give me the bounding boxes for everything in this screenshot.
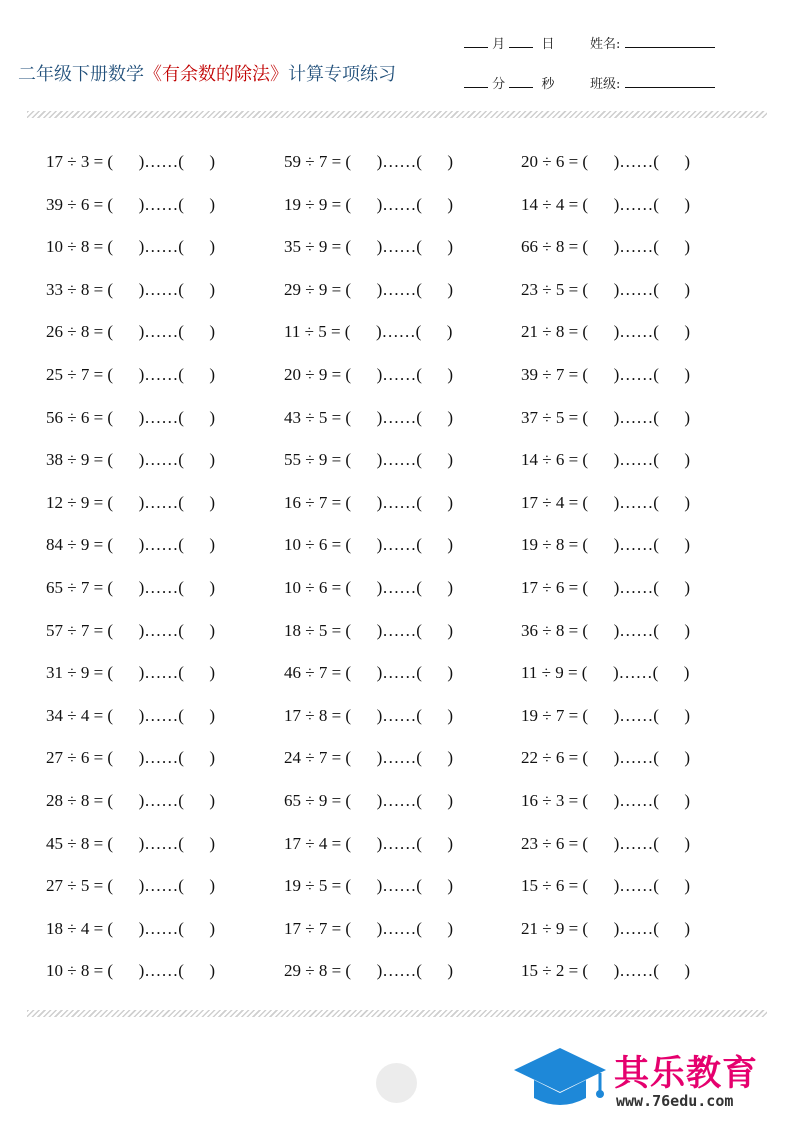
division-problem[interactable]: 20 ÷ 6 = ( )……( )	[521, 152, 691, 171]
division-problem[interactable]: 19 ÷ 8 = ( )……( )	[521, 535, 691, 555]
division-problem[interactable]: 36 ÷ 8 = ( )……( )	[521, 620, 691, 640]
date-field[interactable]	[464, 33, 554, 52]
division-problem[interactable]: 21 ÷ 8 = ( )……( )	[521, 322, 691, 342]
division-problem[interactable]: 38 ÷ 9 = ( )……( )	[46, 450, 216, 470]
division-problem[interactable]: 14 ÷ 6 = ( )……( )	[521, 450, 691, 470]
division-problem[interactable]: 27 ÷ 6 = ( )……( )	[46, 748, 216, 768]
division-problem[interactable]: 22 ÷ 6 = ( )……( )	[521, 748, 691, 768]
name-field[interactable]	[590, 33, 715, 52]
division-problem[interactable]: 84 ÷ 9 = ( )……( )	[46, 535, 216, 555]
division-problem[interactable]: 11 ÷ 5 = ( )……( )	[284, 322, 453, 342]
division-problem[interactable]: 23 ÷ 6 = ( )……( )	[521, 833, 691, 853]
second-blank[interactable]	[509, 77, 533, 88]
division-problem[interactable]: 33 ÷ 8 = ( )……( )	[46, 279, 216, 299]
division-problem[interactable]: 10 ÷ 8 = ( )……( )	[46, 961, 216, 981]
division-problem[interactable]: 29 ÷ 9 = ( )……( )	[284, 279, 454, 299]
division-problem[interactable]: 17 ÷ 6 = ( )……( )	[521, 578, 691, 597]
division-problem[interactable]: 65 ÷ 9 = ( )……( )	[284, 791, 454, 810]
division-problem[interactable]: 46 ÷ 7 = ( )……( )	[284, 663, 454, 683]
division-problem[interactable]: 43 ÷ 5 = ( )……( )	[284, 407, 454, 427]
division-problem[interactable]: 19 ÷ 5 = ( )……( )	[284, 876, 454, 896]
division-problem[interactable]: 16 ÷ 7 = ( )……( )	[284, 492, 454, 512]
division-problem[interactable]: 23 ÷ 5 = ( )……( )	[521, 279, 691, 299]
division-problem[interactable]: 35 ÷ 9 = ( )……( )	[284, 237, 454, 257]
day-blank[interactable]	[509, 37, 533, 48]
bottom-divider	[27, 1010, 767, 1017]
division-problem[interactable]: 45 ÷ 8 = ( )……( )	[46, 833, 216, 853]
minute-label: 分	[492, 77, 506, 92]
second-label: 秒	[541, 77, 555, 92]
minute-blank[interactable]	[464, 77, 488, 88]
division-problem[interactable]: 37 ÷ 5 = ( )……( )	[521, 407, 691, 427]
division-problem[interactable]: 19 ÷ 9 = ( )……( )	[284, 194, 454, 214]
division-problem[interactable]: 18 ÷ 5 = ( )……( )	[284, 620, 454, 640]
title-topic: 《有余数的除法》	[144, 64, 288, 85]
division-problem[interactable]: 20 ÷ 9 = ( )……( )	[284, 365, 454, 384]
division-problem[interactable]: 21 ÷ 9 = ( )……( )	[521, 918, 691, 938]
class-label: 班级:	[590, 77, 621, 92]
division-problem[interactable]: 17 ÷ 3 = ( )……( )	[46, 152, 216, 171]
division-problem[interactable]: 56 ÷ 6 = ( )……( )	[46, 407, 216, 427]
name-blank[interactable]	[625, 37, 715, 48]
name-label: 姓名:	[590, 37, 621, 52]
division-problem[interactable]: 31 ÷ 9 = ( )……( )	[46, 663, 216, 683]
day-label: 日	[541, 37, 555, 52]
brand-name: 其乐教育	[614, 1054, 759, 1094]
division-problem[interactable]: 65 ÷ 7 = ( )……( )	[46, 578, 216, 597]
division-problem[interactable]: 15 ÷ 2 = ( )……( )	[521, 961, 691, 981]
division-problem[interactable]: 17 ÷ 4 = ( )……( )	[284, 833, 454, 853]
month-blank[interactable]	[464, 37, 488, 48]
class-field[interactable]	[590, 73, 715, 92]
month-label: 月	[492, 37, 506, 52]
division-problem[interactable]: 57 ÷ 7 = ( )……( )	[46, 620, 216, 640]
division-problem[interactable]: 10 ÷ 8 = ( )……( )	[46, 237, 216, 257]
division-problem[interactable]: 15 ÷ 6 = ( )……( )	[521, 876, 691, 896]
division-problem[interactable]: 28 ÷ 8 = ( )……( )	[46, 791, 216, 810]
division-problem[interactable]: 25 ÷ 7 = ( )……( )	[46, 365, 216, 384]
division-problem[interactable]: 16 ÷ 3 = ( )……( )	[521, 791, 691, 810]
division-problem[interactable]: 17 ÷ 4 = ( )……( )	[521, 492, 691, 512]
division-problem[interactable]: 10 ÷ 6 = ( )……( )	[284, 535, 454, 555]
division-problem[interactable]: 55 ÷ 9 = ( )……( )	[284, 450, 454, 470]
division-problem[interactable]: 27 ÷ 5 = ( )……( )	[46, 876, 216, 896]
division-problem[interactable]: 18 ÷ 4 = ( )……( )	[46, 918, 216, 938]
time-field[interactable]	[464, 73, 554, 92]
division-problem[interactable]: 59 ÷ 7 = ( )……( )	[284, 152, 454, 171]
top-divider	[27, 111, 767, 118]
division-problem[interactable]: 11 ÷ 9 = ( )……( )	[521, 663, 690, 683]
class-blank[interactable]	[625, 77, 715, 88]
title-grade: 二年级下册数学	[18, 64, 144, 85]
division-problem[interactable]: 19 ÷ 7 = ( )……( )	[521, 705, 691, 725]
division-problem[interactable]: 14 ÷ 4 = ( )……( )	[521, 194, 691, 214]
division-problem[interactable]: 29 ÷ 8 = ( )……( )	[284, 961, 454, 981]
division-problem[interactable]: 26 ÷ 8 = ( )……( )	[46, 322, 216, 342]
brand-url[interactable]: www.76edu.com	[616, 1092, 734, 1110]
division-problem[interactable]: 12 ÷ 9 = ( )……( )	[46, 492, 216, 512]
page-indicator-dot	[376, 1063, 417, 1103]
title-suffix: 计算专项练习	[288, 64, 396, 85]
worksheet-title	[18, 60, 396, 86]
division-problem[interactable]: 39 ÷ 7 = ( )……( )	[521, 365, 691, 384]
division-problem[interactable]: 66 ÷ 8 = ( )……( )	[521, 237, 691, 257]
division-problem[interactable]: 39 ÷ 6 = ( )……( )	[46, 194, 216, 214]
division-problem[interactable]: 10 ÷ 6 = ( )……( )	[284, 578, 454, 597]
division-problem[interactable]: 17 ÷ 7 = ( )……( )	[284, 918, 454, 938]
division-problem[interactable]: 24 ÷ 7 = ( )……( )	[284, 748, 454, 768]
division-problem[interactable]: 34 ÷ 4 = ( )……( )	[46, 705, 216, 725]
division-problem[interactable]: 17 ÷ 8 = ( )……( )	[284, 705, 454, 725]
graduation-cap-icon	[512, 1044, 608, 1114]
